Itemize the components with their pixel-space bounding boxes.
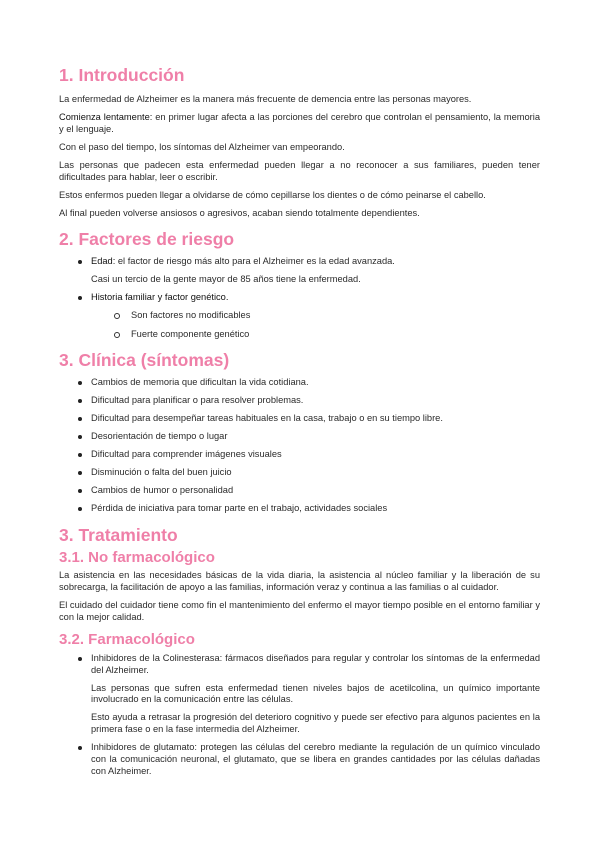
symptom-item: Dificultad para desempeñar tareas habituales en la casa, trabajo o en su tiempo libre. [59,413,540,425]
symptom-item: Disminución o falta del buen juicio [59,467,540,479]
heading-introduccion: 1. Introducción [59,65,185,85]
risk-factor-list [59,256,540,340]
heading-no-farmacologico: 3.1. No farmacológico [59,549,215,567]
symptom-item: Dificultad para comprender imágenes visuales [59,449,540,461]
risk-subitem: Fuerte componente genético [59,329,540,341]
symptom-item: Cambios de memoria que dificultan la vida cotidiana. [59,377,540,389]
risk-subitem: Son factores no modificables [59,310,540,322]
risk-item-edad-text: el factor de riesgo más alto para el Alzheimer es la edad avanzada. [115,256,395,267]
risk-item-edad-lead: Edad: [91,256,116,267]
drug-item-glutamato [59,742,540,777]
intro-paragraph-6: Al final pueden volverse ansiosos o agresivos, acaban siendo totalmente dependientes. [59,207,420,218]
heading-tratamiento: 3. Tratamiento [59,525,178,546]
nonpharm-paragraph-1: La asistencia en las necesidades básicas de la vida diaria, la asistencia al núcleo familiar y la liberación de su sobrecarga, la facilitación de apoyo a las familias, información veraz y continua a las familias o al cuidador. [59,570,540,593]
risk-item-edad [59,256,540,286]
drug-item-colinesterasa-main [91,653,540,677]
symptom-item: Dificultad para planificar o para resolver problemas. [59,395,540,407]
heading-factores-riesgo: 2. Factores de riesgo [59,229,235,250]
intro-paragraph-3: Con el paso del tiempo, los síntomas del Alzheimer van empeorando. [59,141,345,152]
drug-item-colinesterasa-sub2: Esto ayuda a retrasar la progresión del deterioro cognitivo y puede ser efectivo para algunos pacientes en la primera fase o en la fase intermedia del Alzheimer. [91,712,540,735]
intro-paragraph-1: La enfermedad de Alzheimer es la manera más frecuente de demencia entre las personas mayores. [59,94,472,104]
drug-item-colinesterasa-lead: Inhibidores de la Colinesterasa: [91,652,223,663]
nonpharm-paragraph-2: El cuidado del cuidador tiene como fin el mantenimiento del enfermo el mayor tiempo posible en el entorno familiar y con la mejor calidad. [59,600,540,622]
risk-item-historia [59,292,540,304]
intro-paragraph-4: Las personas que padecen esta enfermedad pueden llegar a no reconocer a sus familiares, pueden tener dificultades para hablar, leer o escribir. [59,159,540,182]
risk-item-edad-subtext: Casi un tercio de la gente mayor de 85 años tiene la enfermedad. [91,274,361,285]
symptom-item: Desorientación de tiempo o lugar [59,431,540,443]
drug-item-colinesterasa-sub1: Las personas que sufren esta enfermedad tienen niveles bajos de acetilcolina, un químico importante involucrado en la comunicación entre las células. [91,682,540,705]
heading-farmacologico: 3.2. Farmacológico [59,630,195,648]
drug-item-glutamato-lead: Inhibidores de glutamato: [91,742,198,753]
intro-paragraph-2 [59,112,540,136]
symptom-list [59,377,540,515]
symptom-item: Pérdida de iniciativa para tomar parte en el trabajo, actividades sociales [59,503,540,515]
intro-paragraph-2-text: en primer lugar afecta a las porciones del cerebro que controlan el pensamiento, la memoria y el lenguaje. [59,111,540,134]
risk-item-historia-lead: Historia familiar y factor genético. [91,292,229,303]
drug-item-glutamato-text: protegen las células del cerebro mediante la regulación de un químico vinculado con la comunicación neuronal, el glutamato, que se libera en grandes cantidades por las células dañadas con Alzheimer. [91,742,540,776]
drug-list [59,653,540,778]
drug-item-colinesterasa [59,653,540,736]
drug-item-glutamato-main [91,742,540,777]
heading-clinica: 3. Clínica (síntomas) [59,349,230,370]
drug-item-colinesterasa-text: fármacos diseñados para regular y controlar los síntomas de la enfermedad del Alzheimer. [91,652,540,675]
intro-paragraph-5: Estos enfermos pueden llegar a olvidarse de cómo cepillarse los dientes o de cómo peinarse el cabello. [59,189,486,200]
symptom-item: Cambios de humor o personalidad [59,485,540,497]
intro-lead-text: Comienza lentamente: [59,111,153,122]
